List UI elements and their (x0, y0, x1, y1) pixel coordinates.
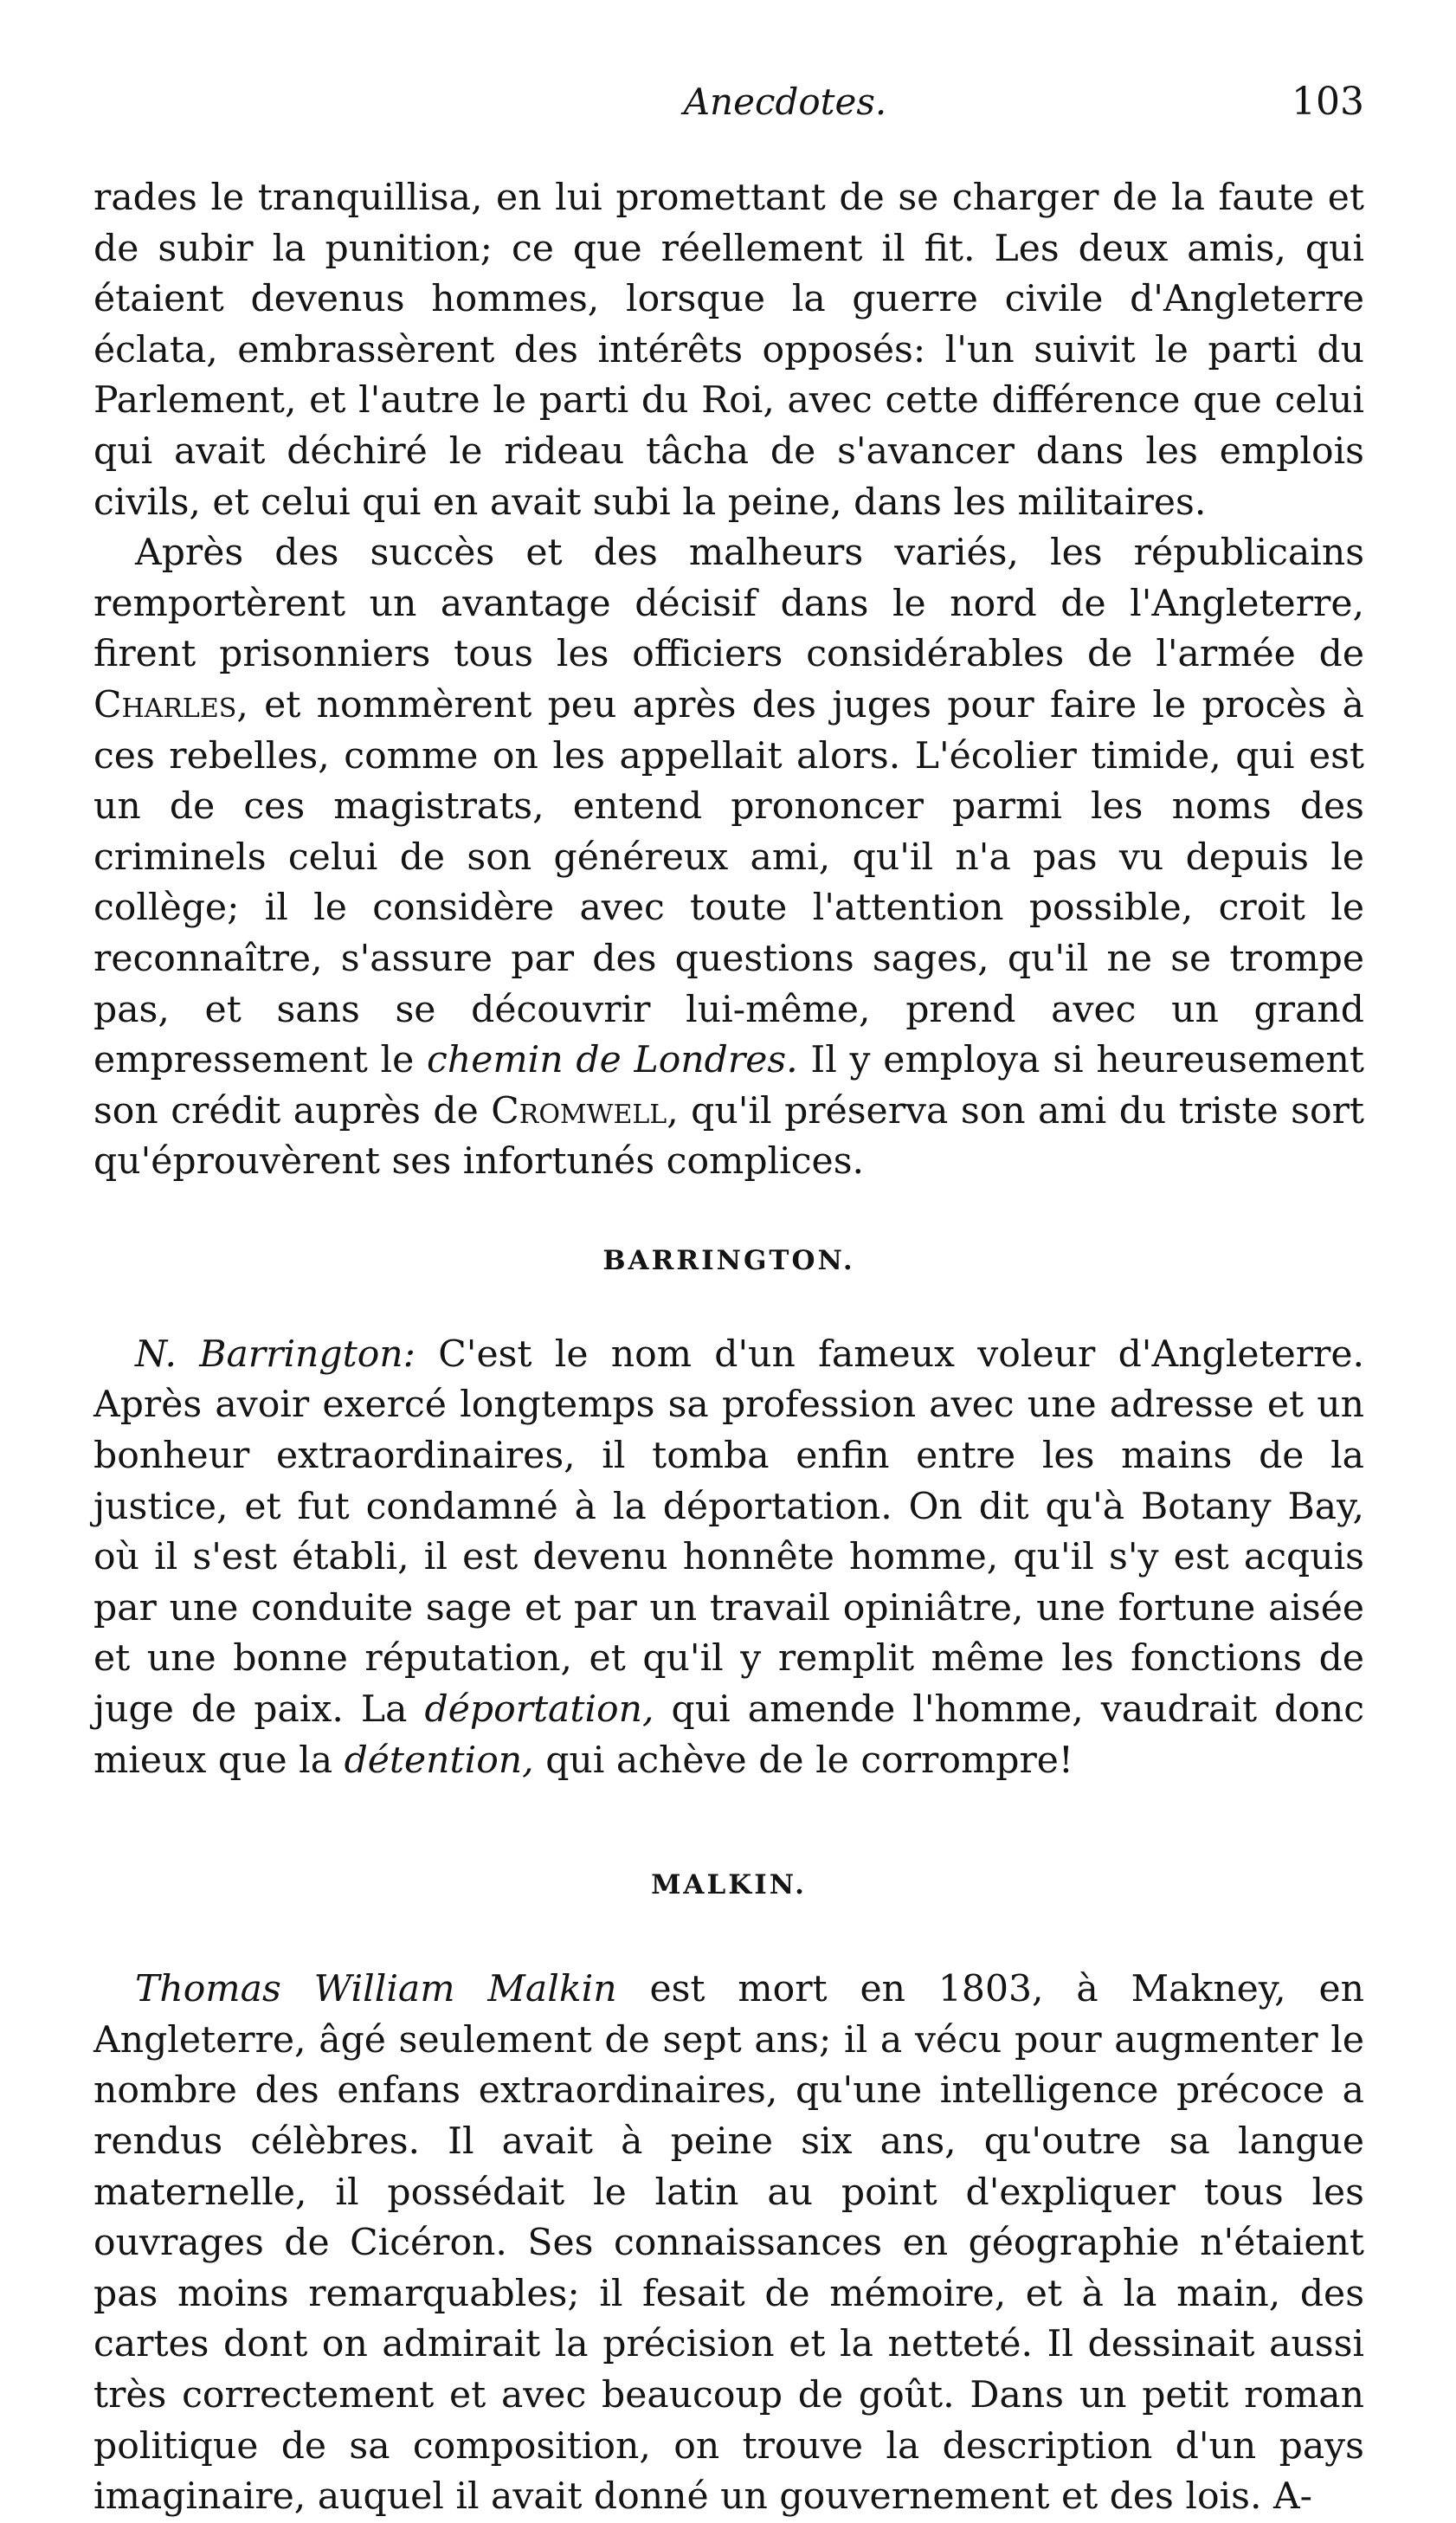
section-heading-malkin: MALKIN. (651, 1869, 807, 1901)
text-span: , qu'il préserva son ami du triste sort qu'éprouvèrent ses infortunés complices. (93, 1089, 1364, 1184)
text-span: qui achève de le corrompre! (533, 1739, 1073, 1782)
italic-phrase: chemin de Londres. (427, 1039, 798, 1082)
running-header (93, 76, 1364, 128)
italic-word: détention, (344, 1739, 534, 1782)
text-span: rades le tranquillisa, en lui promettant de se charger de la faute et de subir la punition; ce que réellement il fit. Les deux amis, qui étaient devenus hommes, lorsque la guerre civile d'Angleterre éclata, embrassèrent des intérêts opposés: l'un suivit le parti du Parlement, et l'autre le parti du Roi, avec cette différence que celui qui avait déchiré le rideau tâcha de s'avancer dans les emplois civils, et celui qui en avait subi la peine, dans les militaires. (93, 177, 1364, 524)
running-title: Anecdotes. (683, 81, 887, 123)
entry-name: N. Barrington: (135, 1332, 416, 1376)
book-page (93, 76, 1364, 2523)
paragraph-republicans (93, 528, 1364, 1188)
name-cromwell: Cromwell (491, 1089, 667, 1132)
paragraph-malkin (93, 1965, 1364, 2523)
name-charles: Charles (93, 683, 237, 726)
paragraph-barrington (93, 1330, 1364, 1786)
paragraph-continuation (93, 173, 1364, 528)
text-span: , et nommèrent peu après des juges pour faire le procès à ces rebelles, comme on les appellait alors. L'écolier timide, qui est un de ces magistrats, entend prononcer parmi les noms des criminels celui de son généreux ami, qu'il n'a pas vu depuis le collège; il le considère avec toute l'attention possible, croit le reconnaître, s'assure par des questions sages, qu'il ne se trompe pas, et sans se découvrir lui-même, prend avec un grand empressement le (93, 683, 1364, 1082)
text-span: Il y employa si heureusement son crédit auprès de (93, 1039, 1364, 1132)
italic-word: déportation, (424, 1688, 654, 1732)
text-span: qui amende l'homme, vaudrait donc mieux que la (93, 1688, 1365, 1782)
section-heading-barrington: BARRINGTON. (602, 1244, 855, 1276)
page-number: 103 (1292, 80, 1364, 124)
entry-name: Thomas William Malkin (135, 1968, 617, 2011)
text-span: est mort en 1803, à Makney, en Angleterre, âgé seulement de sept ans; il a vécu pour augmenter le nombre des enfans extraordinaires, qu'une intelligence précoce a rendus célèbres. Il avait à peine six ans, qu'outre sa langue maternelle, il possédait le latin au point d'expliquer tous les ouvrages de Cicéron. Ses connaissances en géographie n'étaient pas moins remarquables; il fesait de mémoire, et à la main, des cartes dont on admirait la précision et la netteté. Il dessinait aussi très correctement et avec beaucoup de goût. Dans un petit roman politique de sa composition, on trouve la description d'un pays imaginaire, auquel il avait donné un gouvernement et des lois. A- (93, 1968, 1364, 2519)
text-span: C'est le nom d'un fameux voleur d'Angleterre. Après avoir exercé longtemps sa profession avec une adresse et un bonheur extraordinaires, il tomba enfin entre les mains de la justice, et fut condamné à la déportation. On dit qu'à Botany Bay, où il s'est établi, il est devenu honnête homme, qu'il s'y est acquis par une conduite sage et par un travail opiniâtre, une fortune aisée et une bonne réputation, et qu'il y remplit même les fonctions de juge de paix. La (93, 1332, 1365, 1732)
text-span: Après des succès et des malheurs variés, les républicains remportèrent un avantage décisif dans le nord de l'Angleterre, firent prisonniers tous les officiers considérables de l'armée de (93, 532, 1364, 676)
